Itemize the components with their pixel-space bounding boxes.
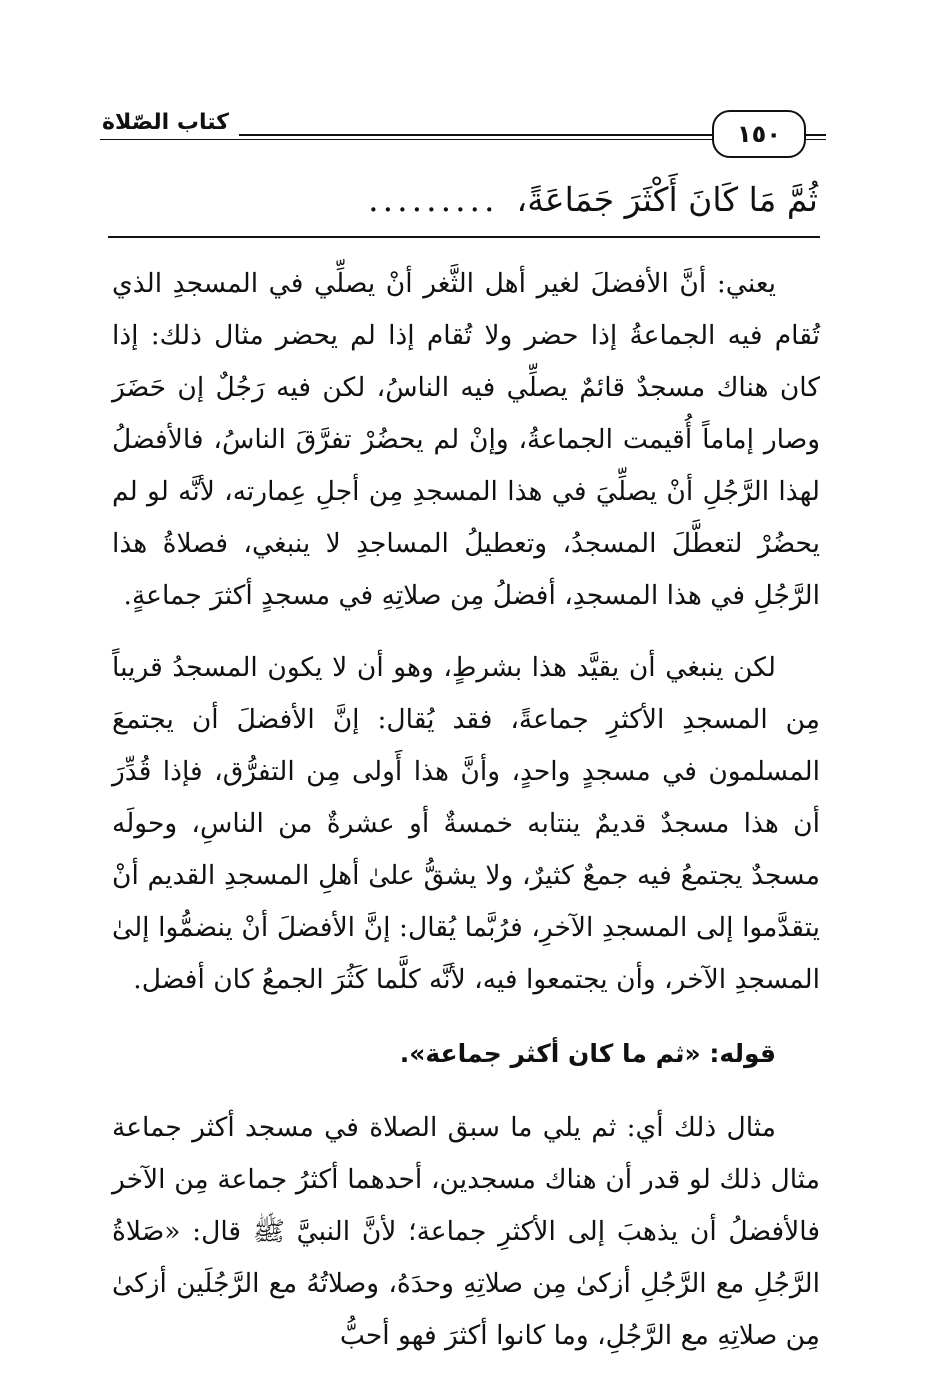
- quote-heading: قوله: «ثم ما كان أكثر جماعة».: [399, 1039, 776, 1068]
- commentary-body: [112, 258, 820, 1362]
- paragraph-gap: [112, 622, 820, 642]
- paragraph: لكن ينبغي أن يقيَّد هذا بشرطٍ، وهو أن لا يكون المسجدُ قريباً مِن المسجدِ الأكثرِ جماعةً، فقد يُقال: إنَّ الأفضلَ أن يجتمعَ المسلمون في مسجدٍ واحدٍ، وأنَّ هذا أَولى مِن التفرُّق، فإذا قُدِّرَ أن هذا مسجدٌ قديمٌ ينتابه خمسةٌ أو عشرةٌ من الناسِ، وحولَه مسجدٌ يجتمعُ فيه جمعٌ كثيرٌ، ولا يشقُّ علىٰ أهلِ المسجدِ القديم أنْ يتقدَّموا إلى المسجدِ الآخرِ، فرُبَّما يُقال: إنَّ الأفضلَ أنْ ينضمُّوا إلىٰ المسجدِ الآخر، وأن يجتمعوا فيه، لأنَّه كلَّما كَثُرَ الجمعُ كان أفضل.: [112, 652, 820, 995]
- paragraph-gap: [112, 1082, 820, 1102]
- matn-text: ثُمَّ مَا كَانَ أَكْثَرَ جَمَاعَةً،: [516, 180, 818, 219]
- matn-line: [118, 172, 818, 228]
- page-number: ١٥٠: [712, 110, 806, 158]
- matn-separator: [108, 236, 820, 238]
- book-title: كتاب الصّلاة: [100, 108, 239, 138]
- paragraph-gap: [112, 1006, 820, 1026]
- paragraph: يعني: أنَّ الأفضلَ لغير أهل الثَّغر أنْ يصلِّي في المسجدِ الذي تُقام فيه الجماعةُ إذا حضر ولا تُقام إذا لم يحضر مثال ذلك: إذا كان هناك مسجدٌ قائمٌ يصلِّي فيه الناسُ، لكن فيه رَجُلٌ إن حَضَرَ وصار إماماً أُقيمت الجماعةُ، وإنْ لم يحضُرْ تفرَّقَ الناسُ، فالأفضلُ لهذا الرَّجُلِ أنْ يصلِّيَ في هذا المسجدِ مِن أجلِ عِمارته، لأنَّه لو لم يحضُرْ لتعطَّلَ المسجدُ، وتعطيلُ المساجدِ لا ينبغي، فصلاةُ هذا الرَّجُلِ في هذا المسجدِ، أفضلُ مِن صلاتِهِ في مسجدٍ أكثرَ جماعةٍ.: [112, 268, 820, 611]
- paragraph: مثال ذلك أي: ثم يلي ما سبق الصلاة في مسجد أكثر جماعة مثال ذلك لو قدر أن هناك مسجدين، أحدهما أكثرُ جماعة مِن الآخر فالأفضلُ أن يذهبَ إلى الأكثرِ جماعة؛ لأنَّ النبيَّ ﷺ قال: «صَلاةُ الرَّجُلِ مع الرَّجُلِ أزكىٰ مِن صلاتِهِ وحدَهُ، وصلاتُهُ مع الرَّجُلَين أزكىٰ مِن صلاتِهِ مع الرَّجُلِ، وما كانوا أكثرَ فهو أحبُّ: [112, 1112, 820, 1351]
- matn-dots: .........: [368, 180, 499, 219]
- page-header: [100, 108, 826, 158]
